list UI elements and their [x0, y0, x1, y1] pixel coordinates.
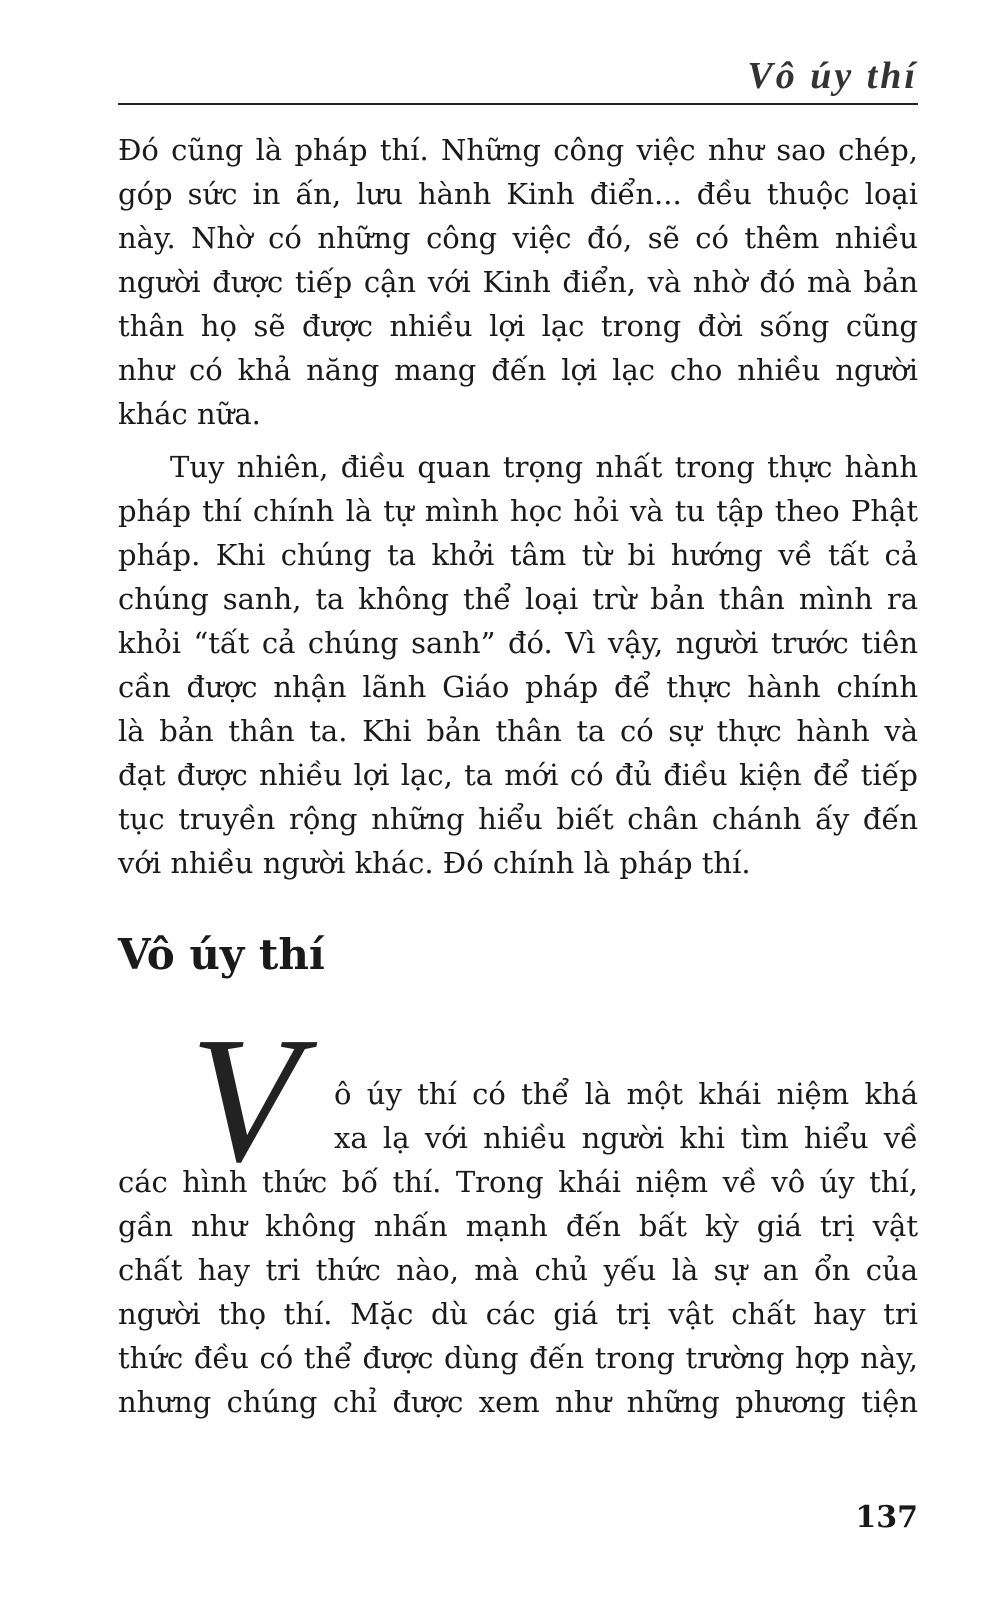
header-rule	[118, 103, 918, 105]
running-header: Vô úy thí	[747, 55, 918, 97]
page-number: 137	[855, 1500, 918, 1535]
paragraph-line: là bản thân ta. Khi bản thân ta có sự thực hành và	[118, 714, 918, 748]
paragraph-line: pháp thí chính là tự mình học hỏi và tu tập theo Phật	[118, 494, 918, 528]
paragraph-line: nhưng chúng chỉ được xem như những phương tiện	[118, 1385, 918, 1419]
paragraph-line: xa lạ với nhiều người khi tìm hiểu về	[334, 1121, 918, 1155]
paragraph-line: tục truyền rộng những hiểu biết chân chánh ấy đến	[118, 802, 918, 836]
paragraph-line: gần như không nhấn mạnh đến bất kỳ giá trị vật	[118, 1209, 918, 1243]
paragraph-line: thức đều có thể được dùng đến trong trường hợp này,	[118, 1341, 918, 1375]
paragraph-line: thân họ sẽ được nhiều lợi lạc trong đời sống cũng	[118, 309, 918, 343]
paragraph-line: các hình thức bố thí. Trong khái niệm về vô úy thí,	[118, 1165, 918, 1199]
paragraph-line: đạt được nhiều lợi lạc, ta mới có đủ điều kiện để tiếp	[118, 758, 918, 792]
paragraph-line: khỏi “tất cả chúng sanh” đó. Vì vậy, người trước tiên	[118, 626, 918, 660]
paragraph-3	[118, 1072, 918, 1424]
paragraph-line: khác nữa.	[118, 397, 261, 431]
paragraph-line: Đó cũng là pháp thí. Những công việc như sao chép,	[118, 133, 918, 167]
paragraph-2	[118, 445, 918, 885]
paragraph-line: Tuy nhiên, điều quan trọng nhất trong thực hành	[170, 450, 918, 484]
paragraph-line: chúng sanh, ta không thể loại trừ bản thân mình ra	[118, 582, 918, 616]
paragraph-line: ô úy thí có thể là một khái niệm khá	[334, 1077, 918, 1111]
paragraph-line: với nhiều người khác. Đó chính là pháp thí.	[118, 846, 751, 880]
paragraph-1	[118, 128, 918, 436]
paragraph-line: pháp. Khi chúng ta khởi tâm từ bi hướng về tất cả	[118, 538, 918, 572]
paragraph-line: góp sức in ấn, lưu hành Kinh điển... đều thuộc loại	[118, 177, 918, 211]
paragraph-line: như có khả năng mang đến lợi lạc cho nhiều người	[118, 353, 918, 387]
paragraph-line: chất hay tri thức nào, mà chủ yếu là sự an ổn của	[118, 1253, 918, 1287]
section-heading: Vô úy thí	[118, 930, 325, 979]
paragraph-line: cần được nhận lãnh Giáo pháp để thực hành chính	[118, 670, 918, 704]
drop-cap: V	[190, 1000, 300, 1199]
paragraph-line: người được tiếp cận với Kinh điển, và nhờ đó mà bản	[118, 265, 918, 299]
paragraph-line: này. Nhờ có những công việc đó, sẽ có thêm nhiều	[118, 221, 918, 255]
paragraph-line: người thọ thí. Mặc dù các giá trị vật chất hay tri	[118, 1297, 918, 1331]
